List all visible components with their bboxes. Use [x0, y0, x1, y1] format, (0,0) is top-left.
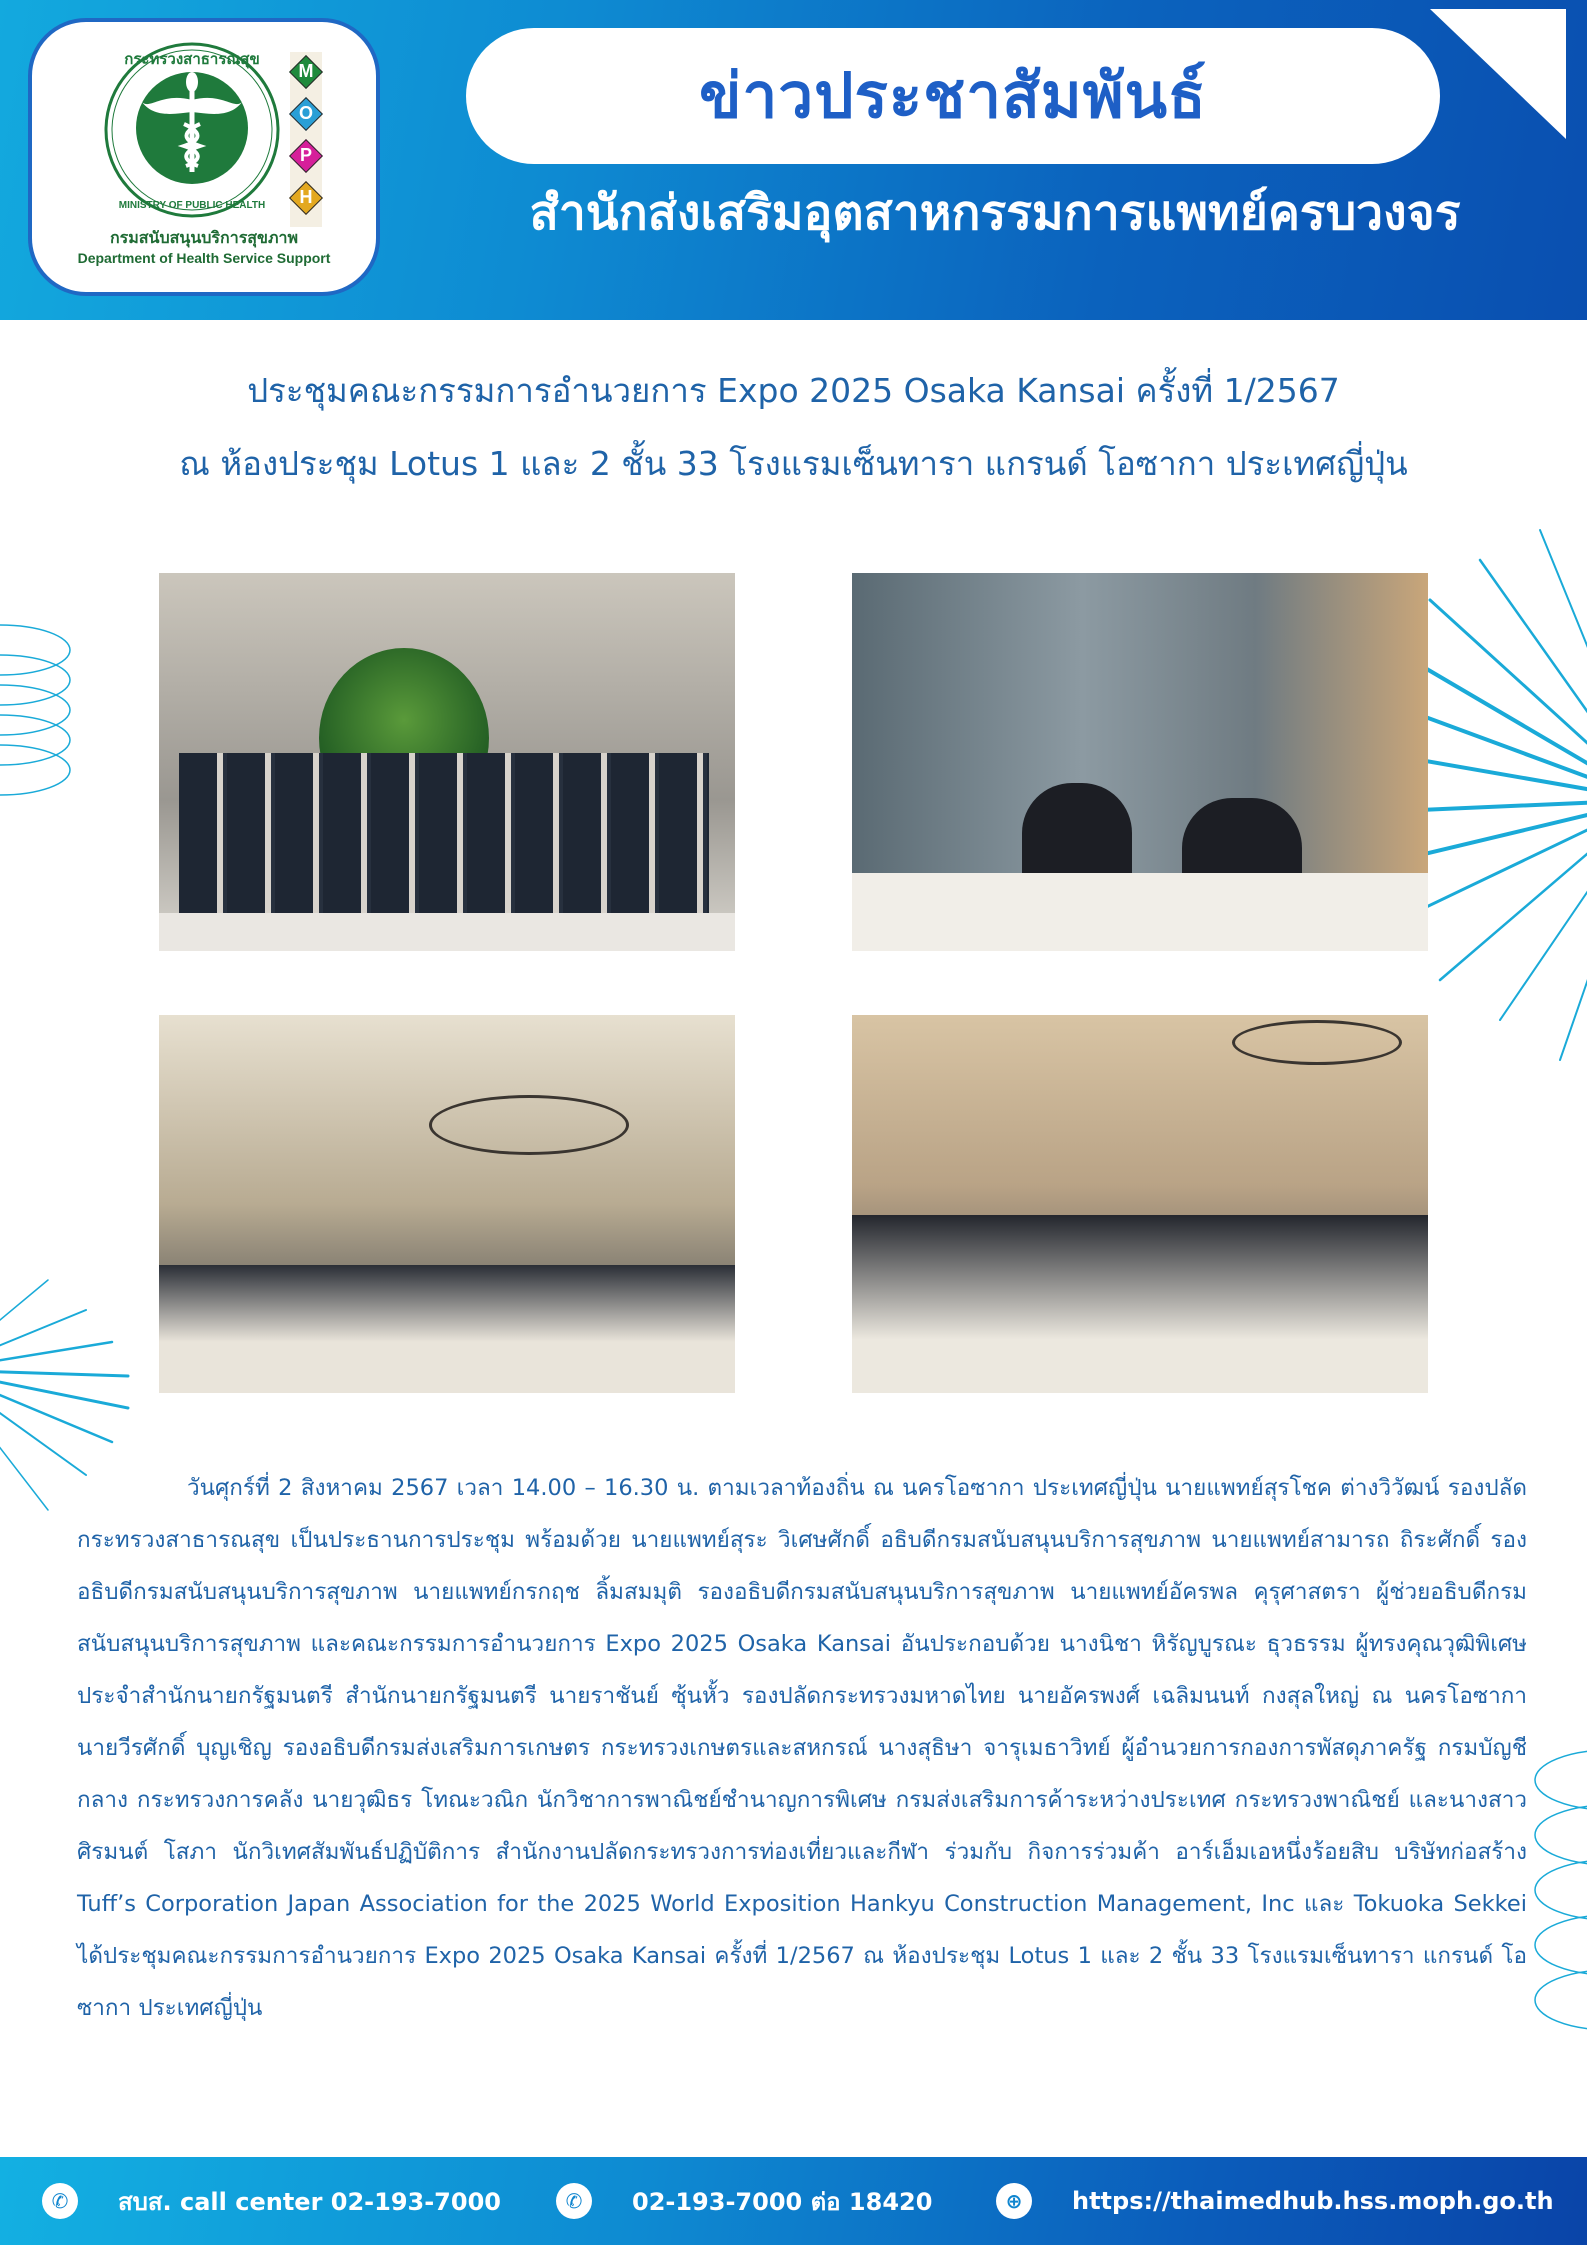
svg-text:MINISTRY OF PUBLIC HEALTH: MINISTRY OF PUBLIC HEALTH	[118, 200, 266, 211]
phone-extension-text: 02-193-7000 ต่อ 18420	[632, 2187, 933, 2216]
meeting-room-photo-2	[852, 1015, 1428, 1393]
department-name-en: Department of Health Service Support	[77, 250, 331, 266]
globe-icon: ⊕	[996, 2183, 1032, 2219]
chairs-photo	[852, 573, 1428, 951]
starburst-decoration-right	[1420, 520, 1587, 1080]
news-body-paragraph: วันศุกร์ที่ 2 สิงหาคม 2567 เวลา 14.00 – 16.30 น. ตามเวลาท้องถิ่น ณ นครโอซากา ประเทศญี่ปุ่น นายแพทย์สุรโชค ต่างวิวัฒน์ รองปลัดกระทรวงสาธารณสุข เป็นประธานการประชุม พร้อมด้วย นายแพทย์สุระ วิเศษศักดิ์ อธิบดีกรมสนับสนุนบริการสุขภาพ นายแพทย์สามารถ ถิระศักดิ์ รองอธิบดีกรมสนับสนุนบริการสุขภาพ นายแพทย์กรกฤช ลิ้มสมมุติ รองอธิบดีกรมสนับสนุนบริการสุขภาพ นายแพทย์อัครพล คุรุศาสตรา ผู้ช่วยอธิบดีกรมสนับสนุนบริการสุขภาพ และคณะกรรมการอำนวยการ Expo 2025 Osaka Kansai อันประกอบด้วย นางนิชา หิรัญบูรณะ ธุวธรรม ผู้ทรงคุณวุฒิพิเศษประจำสำนักนายกรัฐมนตรี สำนักนายกรัฐมนตรี นายราชันย์ ซุ้นหั้ว รองปลัดกระทรวงมหาดไทย นายอัครพงศ์ เฉลิมนนท์ กงสุลใหญ่ ณ นครโอซากา นายวีรศักดิ์ บุญเชิญ รองอธิบดีกรมส่งเสริมการเกษตร กระทรวงเกษตรและสหกรณ์ นางสุธิษา จารุเมธาวิทย์ ผู้อำนวยการกองการพัสดุภาครัฐ กรมบัญชีกลาง กระทรวงการคลัง นายวุฒิธร โทณะวณิก นักวิชาการพาณิชย์ชำนาญการพิเศษ กรมส่งเสริมการค้าระหว่างประเทศ กระทรวงพาณิชย์ และนางสาวศิรมนต์ โสภา นักวิเทศสัมพันธ์ปฏิบัติการ สำนักงานปลัดกระทรวงการท่องเที่ยวและกีฬา ร่วมกับ กิจการร่วมค้า อาร์เอ็มเอหนึ่งร้อยสิบ บริษัทก่อสร้าง Tuff’s Corporation Japan Association for the 2025 World Exposition Hankyu Construction Management, Inc และ Tokuoka Sekkei ได้ประชุมคณะกรรมการอำนวยการ Expo 2025 Osaka Kansai ครั้งที่ 1/2567 ณ ห้องประชุม Lotus 1 และ 2 ชั้น 33 โรงแรมเซ็นทารา แกรนด์ โอซากา ประเทศญี่ปุ่น	[77, 1475, 1527, 2021]
header-banner	[0, 0, 1587, 320]
meeting-room-photo-1	[159, 1015, 735, 1393]
call-center-text: สบส. call center 02-193-7000	[118, 2187, 501, 2216]
office-subtitle: สำนักส่งเสริมอุตสาหกรรมการแพทย์ครบวงจร	[529, 185, 1461, 241]
phone-icon: ✆	[556, 2183, 592, 2219]
footer-phone-extension[interactable]	[556, 2157, 932, 2245]
footer-call-center[interactable]	[42, 2157, 501, 2245]
ministry-emblem-icon	[102, 40, 282, 220]
news-headline: ประชุมคณะกรรมการอำนวยการ Expo 2025 Osaka Kansai ครั้งที่ 1/2567	[247, 371, 1340, 410]
news-location: ณ ห้องประชุม Lotus 1 และ 2 ชั้น 33 โรงแรมเซ็นทารา แกรนด์ โอซากา ประเทศญี่ปุ่น	[179, 444, 1408, 483]
phone-icon: ✆	[42, 2183, 78, 2219]
website-url[interactable]: https://thaimedhub.hss.moph.go.th	[1072, 2187, 1554, 2215]
page-title: ข่าวประชาสัมพันธ์	[699, 59, 1207, 132]
department-name-th: กรมสนับสนุนบริการสุขภาพ	[109, 228, 299, 247]
footer-website-link[interactable]	[996, 2157, 1554, 2245]
group-photo	[159, 573, 735, 951]
logo-card	[28, 18, 380, 296]
svg-text:กระทรวงสาธารณสุข: กระทรวงสาธารณสุข	[124, 50, 260, 68]
contact-footer	[0, 2157, 1587, 2245]
title-pill	[466, 28, 1440, 164]
spiral-decoration-right	[1530, 1740, 1587, 2080]
corner-triangle-decoration	[1430, 9, 1566, 139]
spiral-decoration-left	[0, 620, 80, 820]
moph-badge: M O P H	[290, 52, 322, 227]
